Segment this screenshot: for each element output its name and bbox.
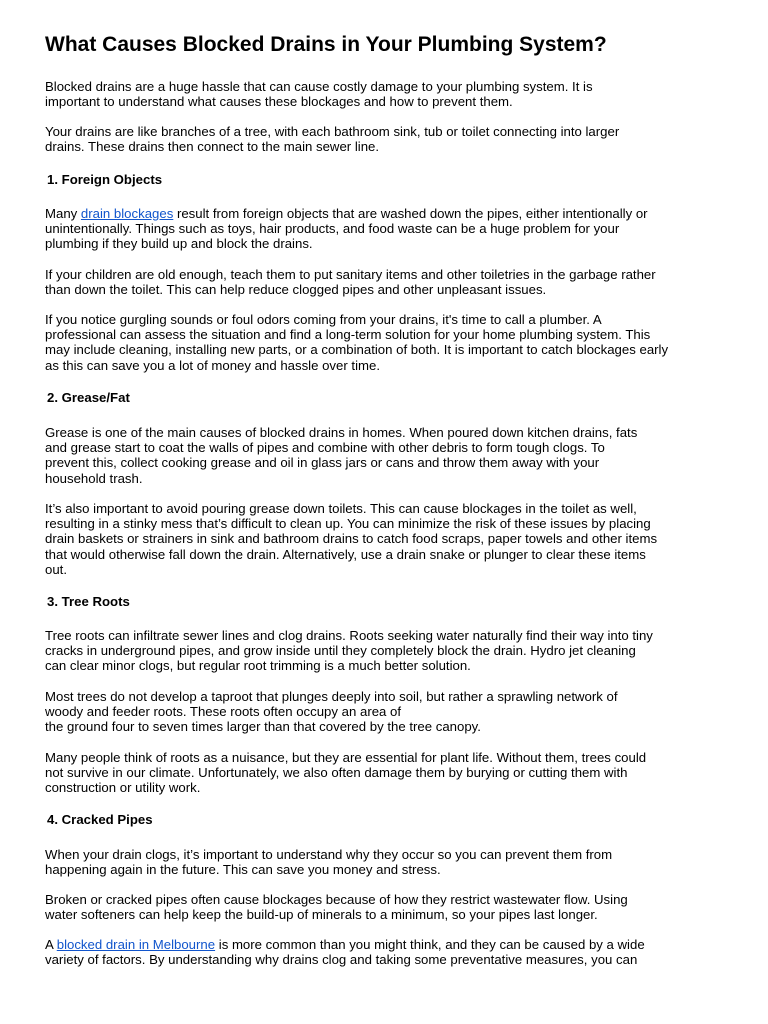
- section-heading-grease-fat: 2. Grease/Fat: [47, 390, 130, 405]
- cracked-pipes-paragraph-2: [45, 892, 725, 922]
- text-run: result from foreign objects that are washed down the pipes, either intentionally or: [173, 206, 648, 221]
- text-line: important to understand what causes these blockages and how to prevent them.: [45, 94, 513, 110]
- text-line: If you notice gurgling sounds or foul odors coming from your drains, it's time to call a plumber. A: [45, 312, 602, 327]
- text-line: household trash.: [45, 470, 143, 486]
- text-line: professional can assess the situation and find a long-term solution for your home plumbing system. This: [45, 327, 651, 343]
- text-line: the ground four to seven times larger than that covered by the tree canopy.: [45, 719, 481, 735]
- text-line: Many people think of roots as a nuisance, but they are essential for plant life. Without them, trees could: [45, 750, 647, 765]
- text-line: Broken or cracked pipes often cause blockages because of how they restrict wastewater flow. Using: [45, 892, 628, 907]
- section-heading-foreign-objects: 1. Foreign Objects: [47, 172, 163, 187]
- text-line: Your drains are like branches of a tree, with each bathroom sink, tub or toilet connecting into larger: [45, 124, 620, 139]
- page-title: What Causes Blocked Drains in Your Plumbing System?: [45, 33, 607, 56]
- foreign-objects-paragraph-2: [45, 267, 725, 297]
- text-line: It’s also important to avoid pouring grease down toilets. This can cause blockages in the toilet as well,: [45, 501, 637, 516]
- text-line: [45, 937, 725, 952]
- section-heading-cracked-pipes: 4. Cracked Pipes: [47, 812, 153, 827]
- text-line: resulting in a stinky mess that’s difficult to clean up. You can minimize the risk of these issues by placing: [45, 516, 651, 532]
- grease-paragraph-1: [45, 425, 725, 486]
- foreign-objects-paragraph-3: [45, 312, 725, 373]
- text-run: Many: [45, 206, 81, 221]
- text-run: A: [45, 937, 57, 952]
- text-line: [45, 206, 725, 221]
- text-line: Blocked drains are a huge hassle that can cause costly damage to your plumbing system. It is: [45, 79, 593, 94]
- text-line: happening again in the future. This can save you money and stress.: [45, 862, 441, 878]
- tree-roots-paragraph-3: [45, 750, 725, 796]
- foreign-objects-paragraph-1: [45, 206, 725, 252]
- text-line: construction or utility work.: [45, 780, 201, 796]
- text-line: not survive in our climate. Unfortunately, we also often damage them by burying or cutting them with: [45, 765, 628, 781]
- text-line: prevent this, collect cooking grease and oil in glass jars or cans and throw them away with your: [45, 455, 600, 471]
- text-line: as this can save you a lot of money and hassle over time.: [45, 357, 380, 373]
- text-line: When your drain clogs, it’s important to understand why they occur so you can prevent them from: [45, 847, 613, 862]
- text-line: water softeners can help keep the build-up of minerals to a minimum, so your pipes last longer.: [45, 907, 598, 923]
- tree-roots-paragraph-1: [45, 628, 725, 674]
- grease-paragraph-2: [45, 501, 725, 577]
- text-line: cracks in underground pipes, and grow inside until they completely block the drain. Hydro jet cleaning: [45, 643, 636, 659]
- text-line: than down the toilet. This can help reduce clogged pipes and other unpleasant issues.: [45, 282, 547, 298]
- intro-paragraph-1: [45, 79, 725, 109]
- text-line: and grease start to coat the walls of pipes and combine with other debris to form tough clogs. To: [45, 440, 605, 456]
- text-line: woody and feeder roots. These roots often occupy an area of: [45, 704, 402, 720]
- text-line: plumbing if they build up and block the drains.: [45, 236, 313, 252]
- text-line: If your children are old enough, teach them to put sanitary items and other toiletries in the garbage rather: [45, 267, 656, 282]
- text-line: Tree roots can infiltrate sewer lines and clog drains. Roots seeking water naturally find their way into tiny: [45, 628, 653, 643]
- text-run: is more common than you might think, and they can be caused by a wide: [215, 937, 645, 952]
- text-line: that would otherwise fall down the drain. Alternatively, use a drain snake or plunger to clear these items: [45, 546, 646, 562]
- drain-blockages-link[interactable]: drain blockages: [80, 206, 174, 221]
- tree-roots-paragraph-2: [45, 689, 725, 735]
- text-line: unintentionally. Things such as toys, hair products, and food waste can be a huge problem for your: [45, 221, 620, 237]
- cracked-pipes-paragraph-1: [45, 847, 725, 877]
- text-line: variety of factors. By understanding why drains clog and taking some preventative measures, you can: [45, 952, 638, 968]
- text-line: Grease is one of the main causes of blocked drains in homes. When poured down kitchen drains, fats: [45, 425, 638, 440]
- text-line: may include cleaning, installing new parts, or a combination of both. It is important to catch blockages early: [45, 342, 669, 358]
- section-heading-tree-roots: 3. Tree Roots: [47, 594, 130, 609]
- cracked-pipes-paragraph-3: [45, 937, 725, 967]
- text-line: drain baskets or strainers in sink and bathroom drains to catch food scraps, paper towels and other items: [45, 531, 658, 547]
- intro-paragraph-2: [45, 124, 725, 154]
- blocked-drain-melbourne-link[interactable]: blocked drain in Melbourne: [56, 937, 216, 952]
- text-line: can clear minor clogs, but regular root trimming is a much better solution.: [45, 658, 471, 674]
- text-line: Most trees do not develop a taproot that plunges deeply into soil, but rather a sprawling network of: [45, 689, 618, 704]
- text-line: drains. These drains then connect to the main sewer line.: [45, 139, 380, 155]
- text-line: out.: [45, 561, 67, 577]
